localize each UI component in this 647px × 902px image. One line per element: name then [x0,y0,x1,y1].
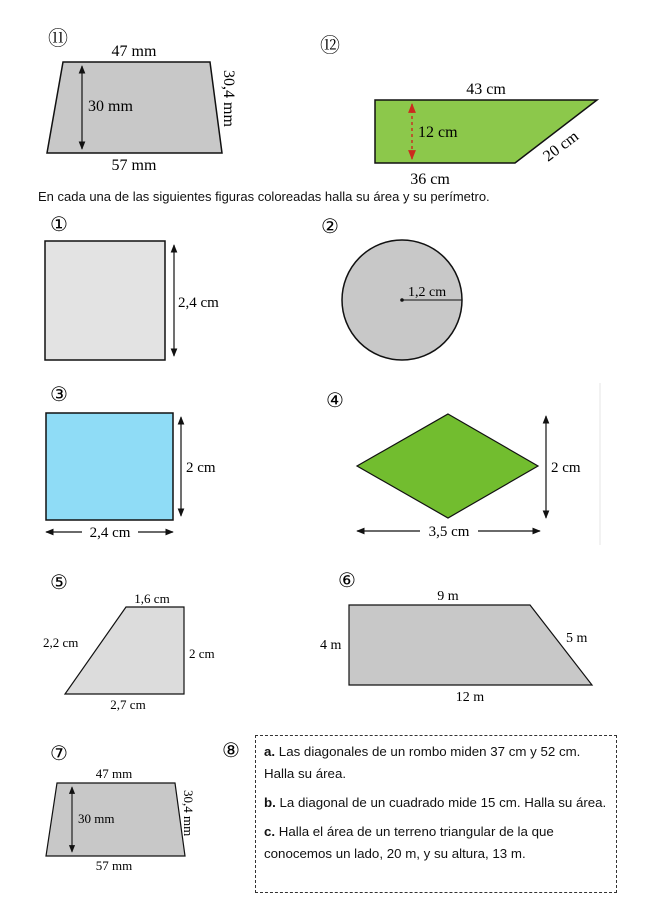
figure-1 [45,214,219,360]
side-label: 30,4 mm [220,70,237,127]
figure-number: ⑫ [320,35,340,57]
square-shape [45,241,165,360]
trapezoid-shape [349,605,592,685]
figure-number: ⑤ [50,572,68,594]
figure-number: ① [50,214,68,236]
trapezoid-shape [46,783,185,856]
side-label: 30,4 mm [181,790,196,837]
bottom-label: 36 cm [410,171,450,188]
side-label: 5 m [566,631,588,646]
problem-text: Las diagonales de un rombo miden 37 cm y 52 cm. Halla su área. [264,744,581,781]
problem-text: Halla el área de un terreno triangular de la que conocemos un lado, 20 m, y su altura, 13 m. [264,824,554,861]
figure-number: ③ [50,384,68,406]
figure-number: ② [321,216,339,238]
height-label: 30 mm [78,811,115,826]
left-label: 2,2 cm [43,635,79,650]
problem-letter: b. [264,795,276,810]
figure-5 [43,572,215,712]
problem-b [264,792,608,814]
rectangle-shape [46,413,173,520]
trapezoid-shape [65,607,184,694]
figure-number: ④ [326,390,344,412]
left-label: 4 m [320,638,342,653]
top-label: 9 m [437,589,459,604]
problem-c [264,821,608,865]
bottom-label: 2,7 cm [110,697,146,712]
figure-3 [46,384,216,541]
width-label: 3,5 cm [428,524,470,540]
figure-number: ⑪ [48,28,68,50]
problem-letter: c. [264,824,276,839]
bottom-label: 12 m [455,690,485,705]
top-label: 43 cm [466,81,506,98]
trapezoid-shape [47,62,222,153]
figure-7 [46,743,196,873]
figure-number: ⑦ [50,743,68,765]
figure-8-number: ⑧ [222,740,240,762]
bottom-label: 57 mm [95,858,133,873]
top-label: 1,6 cm [134,591,170,606]
problems-box [255,735,617,893]
radius-label: 1,2 cm [408,285,447,300]
top-label: 47 mm [111,43,157,60]
top-label: 47 mm [95,766,133,781]
figure-number: ⑥ [338,570,356,592]
figure-6 [320,570,592,705]
bottom-label: 57 mm [111,157,157,174]
width-label: 2,4 cm [89,525,131,541]
problem-text: La diagonal de un cuadrado mide 15 cm. Halla su área. [279,795,607,810]
figure-11 [47,27,237,174]
problem-letter: a. [264,744,276,759]
figure-2 [321,216,462,360]
height-label: 30 mm [88,98,133,115]
side-label: 20 cm [540,127,582,166]
figure-4 [326,383,600,545]
height-label: 2 cm [186,460,216,476]
problem-a [264,741,608,785]
instructions-text: En cada una de las siguientes figuras coloreadas halla su área y su perímetro. [38,189,490,204]
height-label: 12 cm [418,124,458,141]
right-label: 2 cm [189,646,215,661]
side-label: 2,4 cm [178,295,219,311]
height-label: 2 cm [551,460,581,476]
center-point [400,298,404,302]
rhombus-shape [357,414,538,518]
figure-12 [320,34,597,188]
